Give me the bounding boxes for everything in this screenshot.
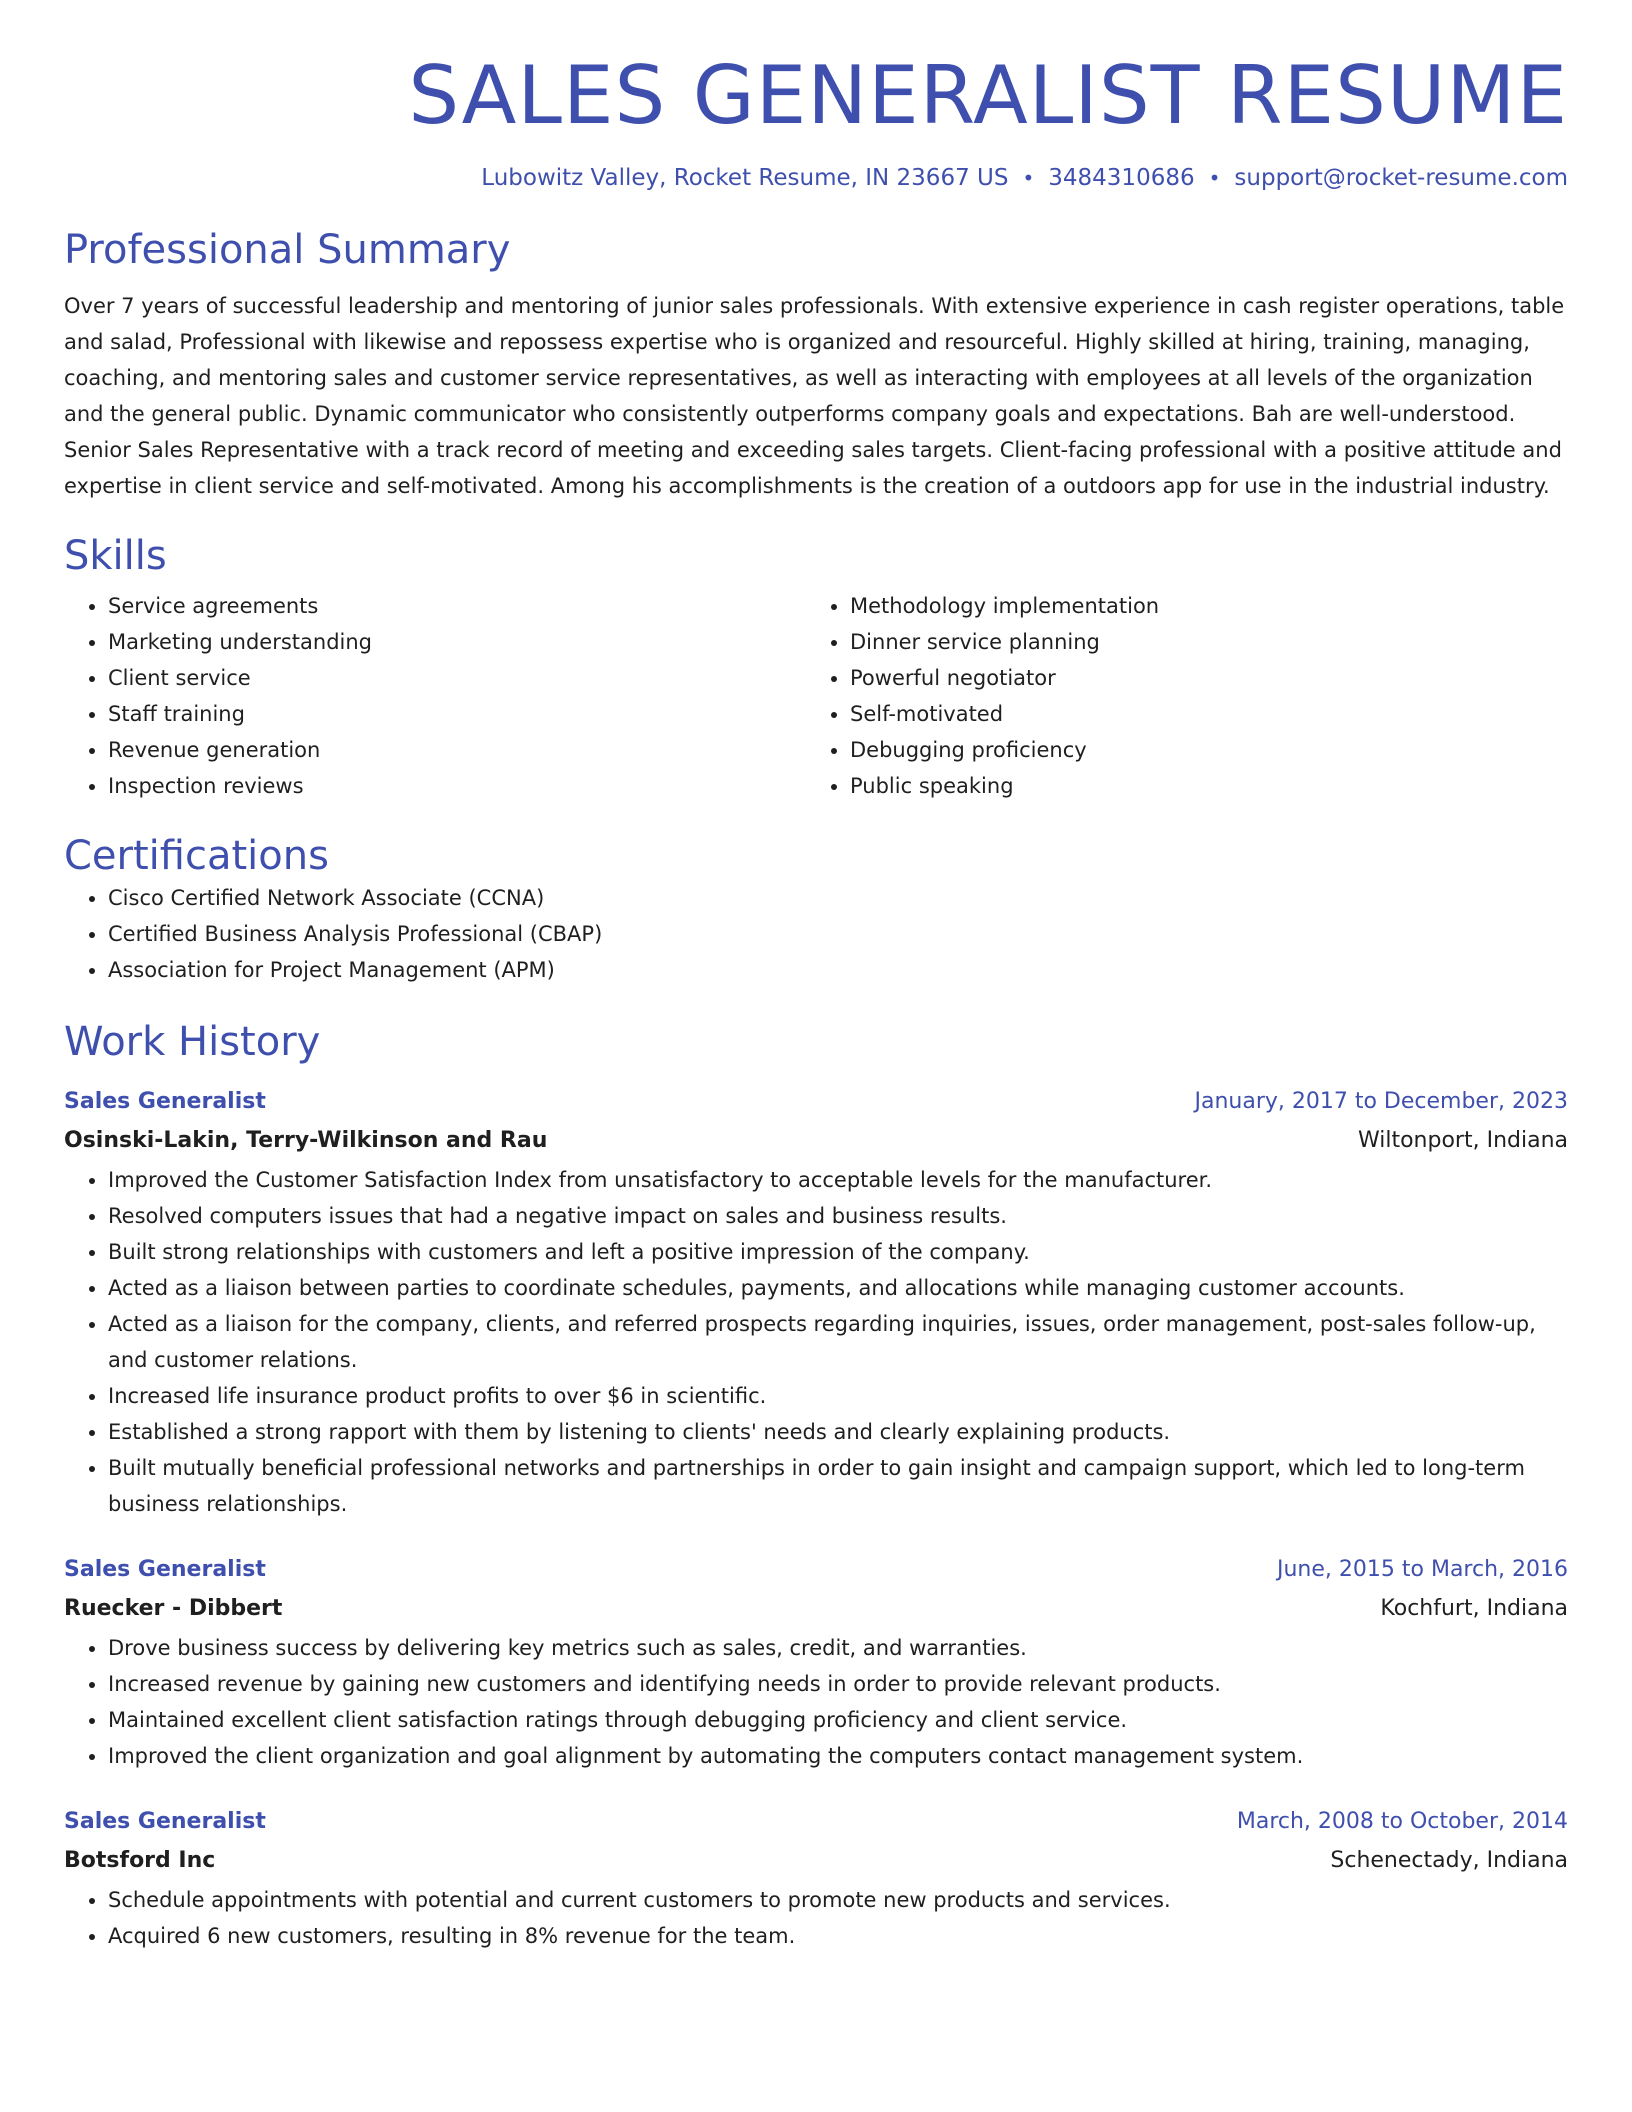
job-header-row [64,1804,1568,1840]
skill-item: • Revenue generation [108,732,806,768]
job-location: Kochfurt, Indiana [1380,1595,1568,1621]
skill-item: • Public speaking [850,768,1548,804]
skills-heading: Skills [64,532,167,579]
job-dates: June, 2015 to March, 2016 [1277,1556,1568,1582]
skills-list-left [64,588,806,804]
job-title: Sales Generalist [64,1556,266,1582]
summary-text: Over 7 years of successful leadership and mentoring of junior sales professionals. With extensive experience in cash register operations, table and salad, Professional with likewise and repossess expertise who is organized and resourceful. Highly skilled at hiring, training, managing, coaching, and mentoring sales and customer service representatives, as well as interacting with employees at all levels of the organization and the general public. Dynamic communicator who consistently outperforms company goals and expectations. Bah are well-understood. Senior Sales Representative with a track record of meeting and exceeding sales targets. Client-facing professional with a positive attitude and expertise in client service and self-motivated. Among his accomplishments is the creation of a outdoors app for use in the industrial industry. [64,293,1565,498]
contact-phone: 3484310686 [1048,165,1195,191]
contact-separator: • [1208,166,1221,190]
skills-list-right [806,588,1548,804]
job-dates: March, 2008 to October, 2014 [1236,1808,1568,1834]
job-company-row [64,1840,1568,1882]
job-bullet: • Improved the Customer Satisfaction Index from unsatisfactory to acceptable levels for the manufacturer. [108,1162,1568,1198]
contact-line [64,164,1568,194]
work-history-heading: Work History [64,1018,321,1065]
job-title: Sales Generalist [64,1808,266,1834]
job-bullet: • Acted as a liaison between parties to coordinate schedules, payments, and allocations while managing customer accounts. [108,1270,1568,1306]
skill-item: • Client service [108,660,806,696]
certification-item: • Cisco Certified Network Associate (CCNA) [108,880,1568,916]
contact-email: support@rocket-resume.com [1234,165,1568,191]
job-company: Osinski-Lakin, Terry-Wilkinson and Rau [64,1127,548,1153]
job-bullets [64,1162,1568,1522]
job-bullet: • Increased revenue by gaining new customers and identifying needs in order to provide relevant products. [108,1666,1568,1702]
summary-heading: Professional Summary [64,226,511,273]
certifications-heading: Certifications [64,832,329,879]
skill-item: • Marketing understanding [108,624,806,660]
contact-address: Lubowitz Valley, Rocket Resume, IN 23667 US [481,165,1009,191]
job-company: Botsford Inc [64,1847,216,1873]
job-company-row [64,1588,1568,1630]
skill-item: • Service agreements [108,588,806,624]
skill-item: • Methodology implementation [850,588,1548,624]
job-header-row [64,1084,1568,1120]
job-header-row [64,1552,1568,1588]
skill-item: • Self-motivated [850,696,1548,732]
certification-item: • Certified Business Analysis Professional (CBAP) [108,916,1568,952]
job-bullet: • Acted as a liaison for the company, clients, and referred prospects regarding inquiries, issues, order management, post-sales follow-up, and customer relations. [108,1306,1568,1378]
skills-column-right [806,588,1548,804]
skill-item: • Debugging proficiency [850,732,1548,768]
job-bullet: • Built strong relationships with customers and left a positive impression of the company. [108,1234,1568,1270]
resume-title: SALES GENERALIST RESUME [408,49,1568,142]
job-company-row [64,1120,1568,1162]
job-bullet: • Drove business success by delivering key metrics such as sales, credit, and warranties. [108,1630,1568,1666]
skill-item: • Inspection reviews [108,768,806,804]
job-bullet: • Acquired 6 new customers, resulting in 8% revenue for the team. [108,1918,1568,1954]
job-bullet: • Increased life insurance product profits to over $6 in scientific. [108,1378,1568,1414]
skill-item: • Powerful negotiator [850,660,1548,696]
skills-grid [64,588,1568,804]
job-entry [64,1804,1568,1954]
job-bullet: • Resolved computers issues that had a negative impact on sales and business results. [108,1198,1568,1234]
contact-separator: • [1022,166,1035,190]
certification-item: • Association for Project Management (APM) [108,952,1568,988]
certifications-list [64,880,1568,988]
job-bullet: • Maintained excellent client satisfaction ratings through debugging proficiency and client service. [108,1702,1568,1738]
job-bullet: • Established a strong rapport with them by listening to clients' needs and clearly explaining products. [108,1414,1568,1450]
job-bullet: • Improved the client organization and goal alignment by automating the computers contact management system. [108,1738,1568,1774]
job-bullet: • Schedule appointments with potential and current customers to promote new products and services. [108,1882,1568,1918]
job-entry [64,1084,1568,1522]
job-bullets [64,1630,1568,1774]
skill-item: • Staff training [108,696,806,732]
job-title: Sales Generalist [64,1088,266,1114]
job-company: Ruecker - Dibbert [64,1595,283,1621]
skill-item: • Dinner service planning [850,624,1548,660]
job-entry [64,1552,1568,1774]
job-bullet: • Built mutually beneficial professional networks and partnerships in order to gain insight and campaign support, which led to long-term business relationships. [108,1450,1568,1522]
job-dates: January, 2017 to December, 2023 [1194,1088,1568,1114]
job-bullets [64,1882,1568,1954]
job-location: Schenectady, Indiana [1330,1847,1568,1873]
job-location: Wiltonport, Indiana [1357,1127,1568,1153]
skills-column-left [64,588,806,804]
